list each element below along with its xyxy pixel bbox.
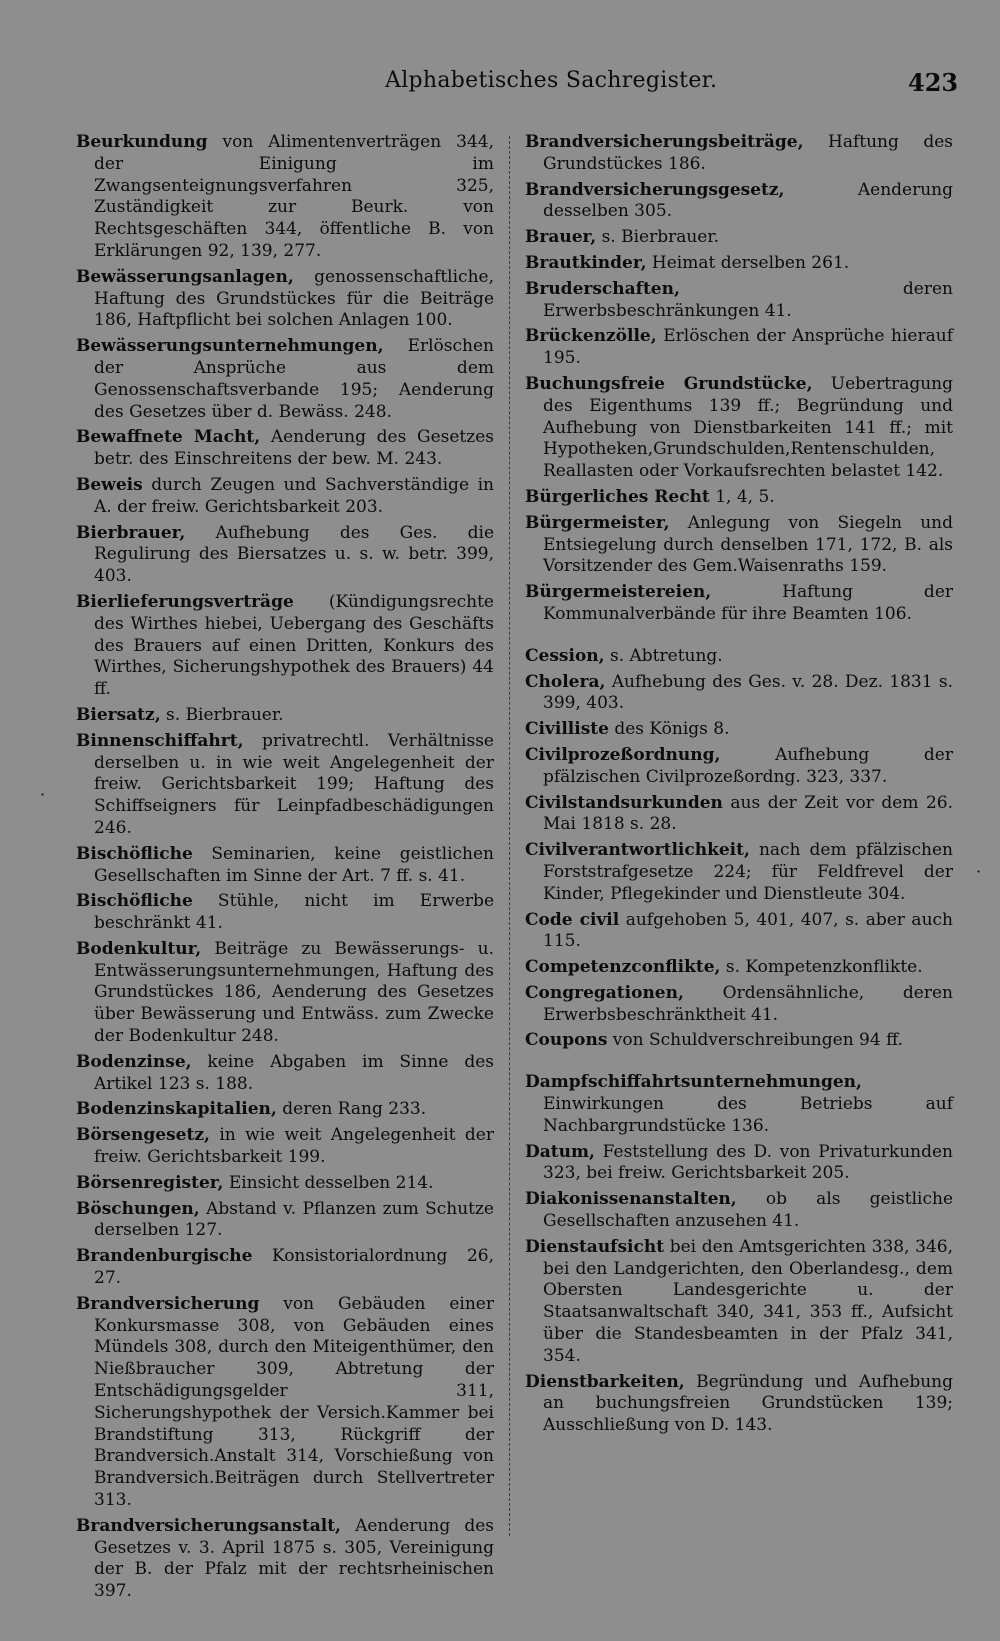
index-text: Einsicht desselben 214. bbox=[228, 1172, 434, 1193]
index-term: Bewässerungsunternehmungen, bbox=[76, 336, 384, 357]
index-entry bbox=[525, 279, 953, 323]
index-text: von Schuldverschreibungen 94 ff. bbox=[612, 1030, 903, 1051]
index-term: Datum, bbox=[525, 1141, 595, 1162]
index-entry bbox=[525, 1372, 953, 1437]
index-term: Binnenschiffahrt, bbox=[76, 730, 244, 751]
index-entry bbox=[525, 910, 953, 954]
index-text: Erlöschen der Ansprüche aus dem Genossenschaftsverbande 195; Aenderung des Gesetzes über d. Bewäss. 248. bbox=[94, 336, 494, 422]
index-entry bbox=[76, 705, 494, 727]
index-text: deren Erwerbsbeschränkungen 41. bbox=[543, 278, 953, 321]
index-term: Coupons bbox=[525, 1030, 608, 1051]
index-term: Bierlieferungsverträge bbox=[76, 591, 294, 612]
index-entry bbox=[525, 513, 953, 578]
index-entry bbox=[76, 1294, 494, 1512]
index-entry bbox=[525, 672, 953, 716]
index-entry bbox=[76, 336, 494, 423]
index-entry bbox=[76, 1052, 494, 1096]
index-entry bbox=[525, 227, 953, 249]
index-entry bbox=[76, 1173, 494, 1195]
index-entry bbox=[76, 132, 494, 263]
index-term: Bischöfliche bbox=[76, 891, 193, 912]
index-entry bbox=[76, 1125, 494, 1169]
column-divider bbox=[509, 136, 510, 1536]
index-text: keine Abgaben im Sinne des Artikel 123 s. 188. bbox=[94, 1051, 495, 1094]
index-text: (Kündigungsrechte des Wirthes hiebei, Uebergang des Geschäfts des Brauers auf einen Dritten, Konkurs des Wirthes, Sicherungshypothek des Brauers) 44 ff. bbox=[94, 591, 494, 700]
index-text: aufgehoben 5, 401, 407, s. aber auch 115. bbox=[543, 909, 953, 952]
index-term: Brandversicherungsbeiträge, bbox=[525, 132, 804, 152]
index-entry bbox=[525, 1142, 953, 1186]
index-term: Diakonissenanstalten, bbox=[525, 1189, 737, 1210]
index-text: Ordensähnliche, deren Erwerbsbeschränktheit 41. bbox=[543, 982, 953, 1025]
running-title: Alphabetisches Sachregister. bbox=[385, 68, 718, 93]
index-text: Aenderung des Gesetzes betr. des Einschreitens der bew. M. 243. bbox=[94, 427, 495, 470]
index-term: Code civil bbox=[525, 909, 620, 930]
index-term: Bürgerliches Recht bbox=[525, 486, 710, 507]
index-entry bbox=[76, 891, 494, 935]
index-entry bbox=[76, 267, 494, 332]
index-entry bbox=[525, 487, 953, 509]
index-text: Beiträge zu Bewässerungs- u. Entwässerungsunternehmungen, Haftung des Grundstückes 186, Aenderung des Gesetzes über Bewässerung und Entwäss. zum Zwecke der Bodenkultur 248. bbox=[94, 938, 494, 1047]
index-term: Bodenzinse, bbox=[76, 1051, 192, 1072]
index-term: Börsengesetz, bbox=[76, 1125, 210, 1146]
index-entry bbox=[525, 745, 953, 789]
index-term: Brautkinder, bbox=[525, 252, 647, 273]
index-text: Einwirkungen des Betriebs auf Nachbargrundstücke 136. bbox=[543, 1094, 953, 1136]
index-text: Seminarien, keine geistlichen Gesellschaften im Sinne der Art. 7 ff. s. 41. bbox=[94, 843, 494, 886]
index-text: Feststellung des D. von Privaturkunden 323, bei freiw. Gerichtsbarkeit 205. bbox=[543, 1141, 953, 1184]
index-term: Beweis bbox=[76, 474, 143, 495]
index-term: Bürgermeister, bbox=[525, 512, 670, 533]
index-term: Buchungsfreie Grundstücke, bbox=[525, 373, 813, 394]
index-text: s. Kompetenzkonflikte. bbox=[725, 957, 923, 978]
index-entry bbox=[76, 592, 494, 701]
index-term: Börsenregister, bbox=[76, 1172, 224, 1193]
index-term: Civilstandsurkunden bbox=[525, 792, 723, 813]
index-entry bbox=[76, 844, 494, 888]
index-text: s. Bierbrauer. bbox=[166, 704, 284, 725]
index-text: des Königs 8. bbox=[614, 719, 730, 740]
index-text: durch Zeugen und Sachverständige in A. der freiw. Gerichtsbarkeit 203. bbox=[94, 474, 494, 517]
index-entry bbox=[525, 132, 953, 176]
index-text: Aufhebung des Ges. die Regulirung des Biersatzes u. s. w. betr. 399, 403. bbox=[94, 522, 495, 587]
page-header bbox=[0, 62, 1000, 102]
index-text: nach dem pfälzischen Forststrafgesetze 224; für Feldfrevel der Kinder, Pflegekinder und Dienstleute 304. bbox=[543, 840, 953, 904]
margin-dot: · bbox=[976, 862, 982, 881]
index-term: Civilliste bbox=[525, 719, 609, 740]
index-term: Brandversicherungsanstalt, bbox=[76, 1515, 341, 1536]
index-text: von Gebäuden einer Konkursmasse 308, von Gebäuden eines Mündels 308, durch den Miteigenthümer, den Nießbraucher 309, Abtretung der Entschädigungsgelder 311, Sicherungshypothek der Versich.Kammer bei Brandstiftung 313, Rückgriff der Brandversich.Anstalt 314, Vorschießung von Brandversich.Beiträgen durch Stellvertreter 313. bbox=[94, 1293, 494, 1511]
index-term: Beurkundung bbox=[76, 132, 208, 152]
index-entry bbox=[525, 793, 953, 837]
index-text: Haftung der Kommunalverbände für ihre Beamten 106. bbox=[543, 582, 954, 624]
index-text: Heimat derselben 261. bbox=[651, 252, 850, 273]
index-term: Brückenzölle, bbox=[525, 326, 657, 347]
index-text: Uebertragung des Eigenthums 139 ff.; Begründung und Aufhebung von Dienstbarkeiten 141 ff.; mit Hypotheken,Grundschulden,Rentenschulden, Reallasten oder Vorkaufsrechten belastet 142. bbox=[543, 373, 953, 482]
index-text: in wie weit Angelegenheit der freiw. Gerichtsbarkeit 199. bbox=[94, 1125, 494, 1168]
index-entry bbox=[525, 1237, 953, 1368]
index-text: 1, 4, 5. bbox=[715, 486, 775, 507]
index-text: privatrechtl. Verhältnisse derselben u. in wie weit Angelegenheit der freiw. Gerichtsbarkeit 199; Haftung des Schiffseigners für Leinpfadbeschädigungen 246. bbox=[94, 730, 494, 838]
index-term: Cholera, bbox=[525, 671, 606, 692]
index-term: Civilverantwortlichkeit, bbox=[525, 840, 750, 861]
index-entry bbox=[525, 1189, 953, 1233]
index-entry bbox=[525, 1072, 953, 1137]
index-term: Dienstaufsicht bbox=[525, 1236, 665, 1257]
index-text: s. Bierbrauer. bbox=[601, 227, 720, 248]
index-term: Brandenburgische bbox=[76, 1246, 253, 1267]
index-entry bbox=[76, 1246, 494, 1290]
index-text: deren Rang 233. bbox=[282, 1099, 427, 1120]
index-text: Aufhebung des Ges. v. 28. Dez. 1831 s. 399, 403. bbox=[543, 671, 953, 714]
index-term: Congregationen, bbox=[525, 982, 684, 1003]
index-entry bbox=[76, 523, 494, 588]
index-entry bbox=[76, 475, 494, 519]
index-text: Aufhebung der pfälzischen Civilprozeßordng. 323, 337. bbox=[543, 744, 953, 787]
index-term: Bruderschaften, bbox=[525, 278, 680, 299]
index-term: Bewässerungsanlagen, bbox=[76, 266, 294, 287]
index-entry bbox=[76, 731, 494, 840]
index-term: Brandversicherung bbox=[76, 1293, 260, 1314]
index-text: Begründung und Aufhebung an buchungsfreien Grundstücken 139; Ausschließung von D. 143. bbox=[543, 1371, 954, 1436]
index-term: Dienstbarkeiten, bbox=[525, 1371, 685, 1392]
index-entry bbox=[525, 840, 953, 905]
index-text: Aenderung desselben 305. bbox=[543, 179, 953, 222]
index-term: Biersatz, bbox=[76, 704, 161, 725]
index-entry bbox=[525, 374, 953, 483]
index-entry bbox=[525, 180, 953, 224]
index-text: genossenschaftliche, Haftung des Grundstückes für die Beiträge 186, Haftpflicht bei solchen Anlagen 100. bbox=[94, 266, 494, 331]
index-term: Bürgermeistereien, bbox=[525, 582, 712, 603]
margin-dot: · bbox=[40, 785, 46, 804]
index-text: Haftung des Grundstückes 186. bbox=[543, 132, 954, 174]
index-text: Stühle, nicht im Erwerbe beschränkt 41. bbox=[94, 891, 495, 934]
index-text: Konsistorialordnung 26, 27. bbox=[94, 1246, 494, 1289]
index-term: Dampfschiffahrtsunternehmungen, bbox=[525, 1072, 862, 1093]
index-text: Erlöschen der Ansprüche hierauf 195. bbox=[543, 326, 953, 369]
index-entry bbox=[76, 1199, 494, 1243]
index-term: Civilprozeßordnung, bbox=[525, 744, 721, 765]
page-number: 423 bbox=[908, 68, 959, 97]
index-term: Böschungen, bbox=[76, 1198, 200, 1219]
index-term: Bischöfliche bbox=[76, 843, 193, 864]
index-entry bbox=[525, 983, 953, 1027]
index-entry bbox=[525, 1030, 953, 1052]
index-entry bbox=[76, 1099, 494, 1121]
index-entry bbox=[525, 582, 953, 626]
index-entry bbox=[525, 253, 953, 275]
index-term: Competenzconflikte, bbox=[525, 957, 721, 978]
index-entry bbox=[525, 957, 953, 979]
index-term: Brandversicherungsgesetz, bbox=[525, 179, 785, 200]
index-text: Anlegung von Siegeln und Entsiegelung durch denselben 171, 172, B. als Vorsitzender des Gem.Waisenraths 159. bbox=[543, 512, 954, 577]
index-entry bbox=[525, 646, 953, 668]
index-entry bbox=[525, 326, 953, 370]
index-text: s. Abtretung. bbox=[609, 645, 723, 666]
index-entry bbox=[76, 1516, 494, 1603]
index-text: bei den Amtsgerichten 338, 346, bei den Landgerichten, den Oberlandesg., dem Obersten Landesgerichte u. der Staatsanwaltschaft 340, 341, 353 ff., Aufsicht über die Standesbeamten in der Pfalz 341, 354. bbox=[543, 1236, 954, 1366]
index-entry bbox=[76, 427, 494, 471]
index-term: Bodenzinskapitalien, bbox=[76, 1099, 277, 1120]
index-entry bbox=[76, 939, 494, 1048]
left-column bbox=[76, 132, 494, 1607]
index-text: ob als geistliche Gesellschaften anzusehen 41. bbox=[543, 1189, 953, 1232]
index-term: Cession, bbox=[525, 645, 605, 666]
index-term: Bewaffnete Macht, bbox=[76, 427, 261, 448]
index-term: Brauer, bbox=[525, 227, 597, 248]
index-text: aus der Zeit vor dem 26. Mai 1818 s. 28. bbox=[543, 792, 953, 835]
index-text: Aenderung des Gesetzes v. 3. April 1875 s. 305, Vereinigung der B. der Pfalz mit der rechtsrheinischen 397. bbox=[94, 1515, 494, 1602]
index-entry bbox=[525, 719, 953, 741]
index-text: Abstand v. Pflanzen zum Schutze derselben 127. bbox=[94, 1198, 494, 1241]
index-term: Bodenkultur, bbox=[76, 938, 202, 959]
right-column bbox=[525, 132, 953, 1441]
index-term: Bierbrauer, bbox=[76, 522, 186, 543]
index-text: von Alimentenverträgen 344, der Einigung im Zwangsenteignungsverfahren 325, Zuständigkeit zur Beurk. von Rechtsgeschäften 344, öffentliche B. von Erklärungen 92, 139, 277. bbox=[94, 132, 495, 261]
